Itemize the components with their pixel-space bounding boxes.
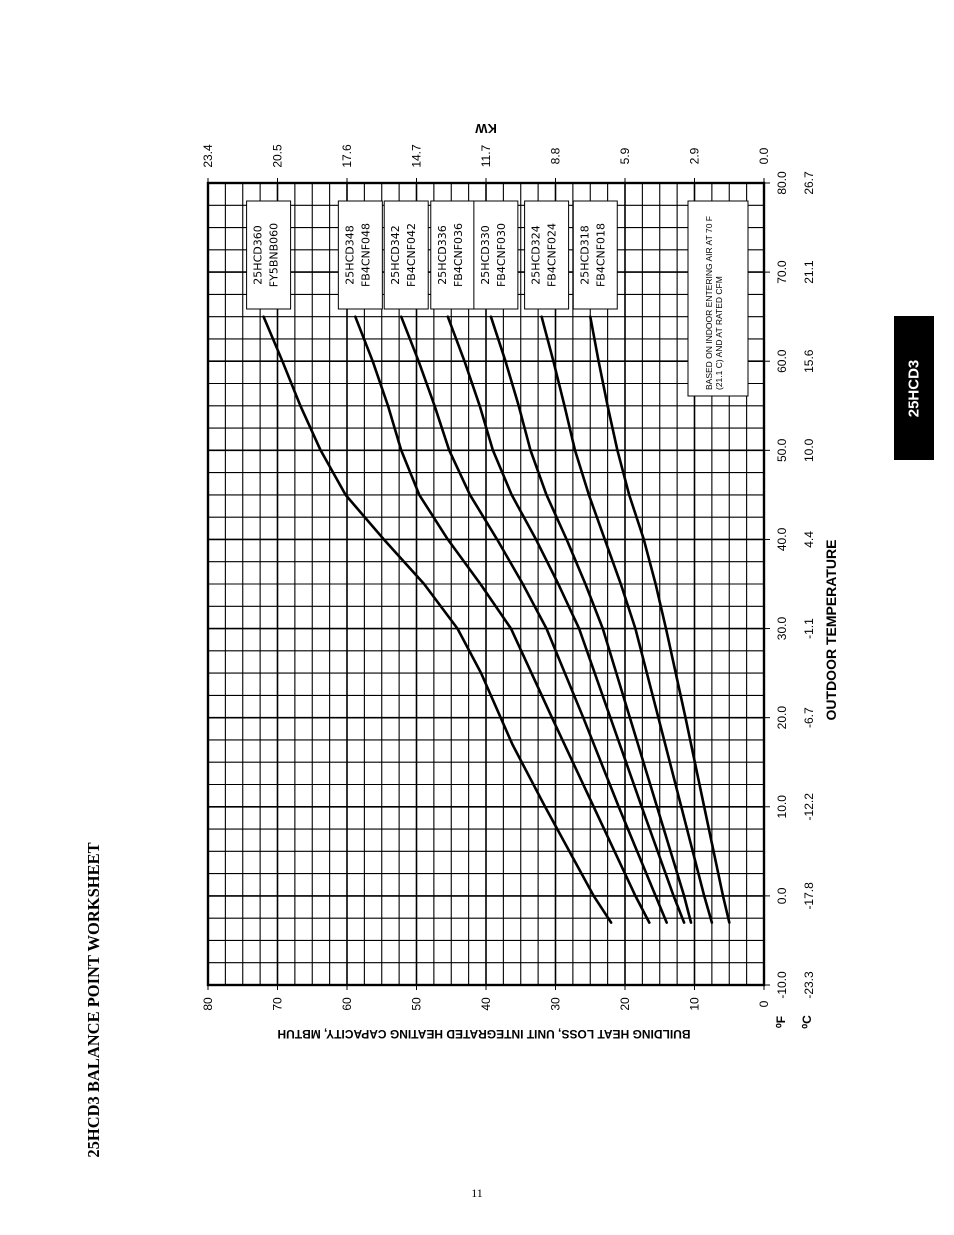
series-label-25hcd348: [338, 201, 382, 309]
x-axis-label: OUTDOOR TEMPERATURE: [823, 539, 839, 721]
series-label-25hcd342: [384, 201, 428, 309]
x-tick-label-f: 50.0: [775, 438, 789, 463]
series-label-25hcd324: [525, 201, 569, 309]
series-label-25hcd336: [431, 201, 475, 309]
x-tick-label-f: -10.0: [775, 971, 789, 999]
y2-tick-label: 23.4: [201, 144, 215, 168]
y-tick-label: 0: [757, 1000, 771, 1008]
x-tick-label-f: 10.0: [775, 795, 789, 819]
series-label-line: FB4CNF030: [494, 222, 508, 288]
series-label-line: 25HCD336: [435, 225, 449, 285]
y2-tick-label: 5.9: [618, 147, 632, 165]
x-tick-label-c: -12.2: [802, 793, 816, 821]
series-label-line: FB4CNF036: [451, 222, 465, 288]
page-title: 25HCD3 BALANCE POINT WORKSHEET: [84, 842, 103, 1158]
x-tick-label-c: 15.6: [802, 349, 816, 373]
x-unit-f-label: ⁰F: [774, 1015, 788, 1029]
side-tab: [894, 316, 934, 460]
x-tick-label-c: -17.8: [802, 882, 816, 910]
x-tick-label-f: 70.0: [775, 260, 789, 284]
y2-axis-label: KW: [475, 121, 497, 136]
x-tick-label-f: 60.0: [775, 349, 789, 373]
y2-tick-label: 8.8: [548, 147, 563, 165]
y2-tick-label: 20.5: [270, 144, 285, 168]
y2-tick-label: 0.0: [757, 147, 771, 165]
x-tick-label-f: 80.0: [775, 171, 789, 195]
series-label-25hcd318: [573, 201, 617, 309]
series-label-25hcd330: [474, 201, 518, 309]
x-tick-label-c: -6.7: [802, 707, 816, 729]
x-tick-label-f: 30.0: [775, 616, 789, 641]
y-tick-label: 20: [618, 997, 632, 1011]
x-tick-label-f: 20.0: [775, 705, 789, 730]
x-tick-label-f: 40.0: [775, 527, 789, 552]
series-label-line: 25HCD330: [478, 225, 492, 285]
y2-tick-label: 14.7: [409, 144, 424, 168]
y-tick-label: 10: [687, 997, 702, 1011]
series-label-line: FB4CNF042: [405, 222, 419, 288]
y-axis-label: BUILDING HEAT LOSS, UNIT INTEGRATED HEATING CAPACITY, MBTUH: [277, 1027, 691, 1041]
series-label-line: FB4CNF048: [359, 222, 373, 288]
y-tick-label: 40: [479, 997, 493, 1011]
series-label-line: 25HCD348: [343, 225, 357, 285]
x-tick-label-f: 0.0: [775, 887, 789, 905]
y-tick-label: 30: [548, 997, 563, 1011]
x-tick-label-c: 26.7: [802, 171, 816, 195]
rating-note: [688, 201, 760, 396]
series-label-line: 25HCD342: [389, 225, 403, 285]
series-label-25hcd360: [247, 201, 291, 309]
x-tick-label-c: -1.1: [802, 618, 816, 639]
y2-tick-label: 17.6: [340, 144, 354, 168]
y-tick-label: 50: [409, 997, 424, 1011]
side-tab-label: 25HCD3: [905, 359, 923, 417]
y2-tick-label: 11.7: [479, 144, 493, 168]
series-label-line: FY5BNB060: [267, 222, 281, 288]
x-tick-label-c: 4.4: [802, 531, 816, 548]
series-label-line: 25HCD324: [529, 225, 543, 285]
series-label-line: 25HCD318: [578, 225, 592, 285]
y-tick-label: 70: [270, 997, 285, 1011]
series-label-line: 25HCD360: [251, 225, 265, 285]
y-tick-label: 60: [340, 997, 354, 1011]
page-number: 11: [471, 1186, 483, 1200]
x-tick-label-c: 10.0: [802, 438, 816, 463]
series-label-line: FB4CNF024: [545, 222, 559, 288]
y2-tick-label: 2.9: [687, 147, 702, 165]
y-tick-label: 80: [201, 997, 215, 1011]
rating-note-text: BASED ON INDOOR ENTERING AIR AT 70 F (21.1 C) AND AT RATED CFM: [704, 216, 724, 390]
series-label-line: FB4CNF018: [594, 222, 608, 288]
x-tick-label-c: 21.1: [802, 260, 816, 284]
x-tick-label-c: -23.3: [802, 971, 816, 999]
x-unit-c-label: ⁰C: [800, 1015, 814, 1029]
